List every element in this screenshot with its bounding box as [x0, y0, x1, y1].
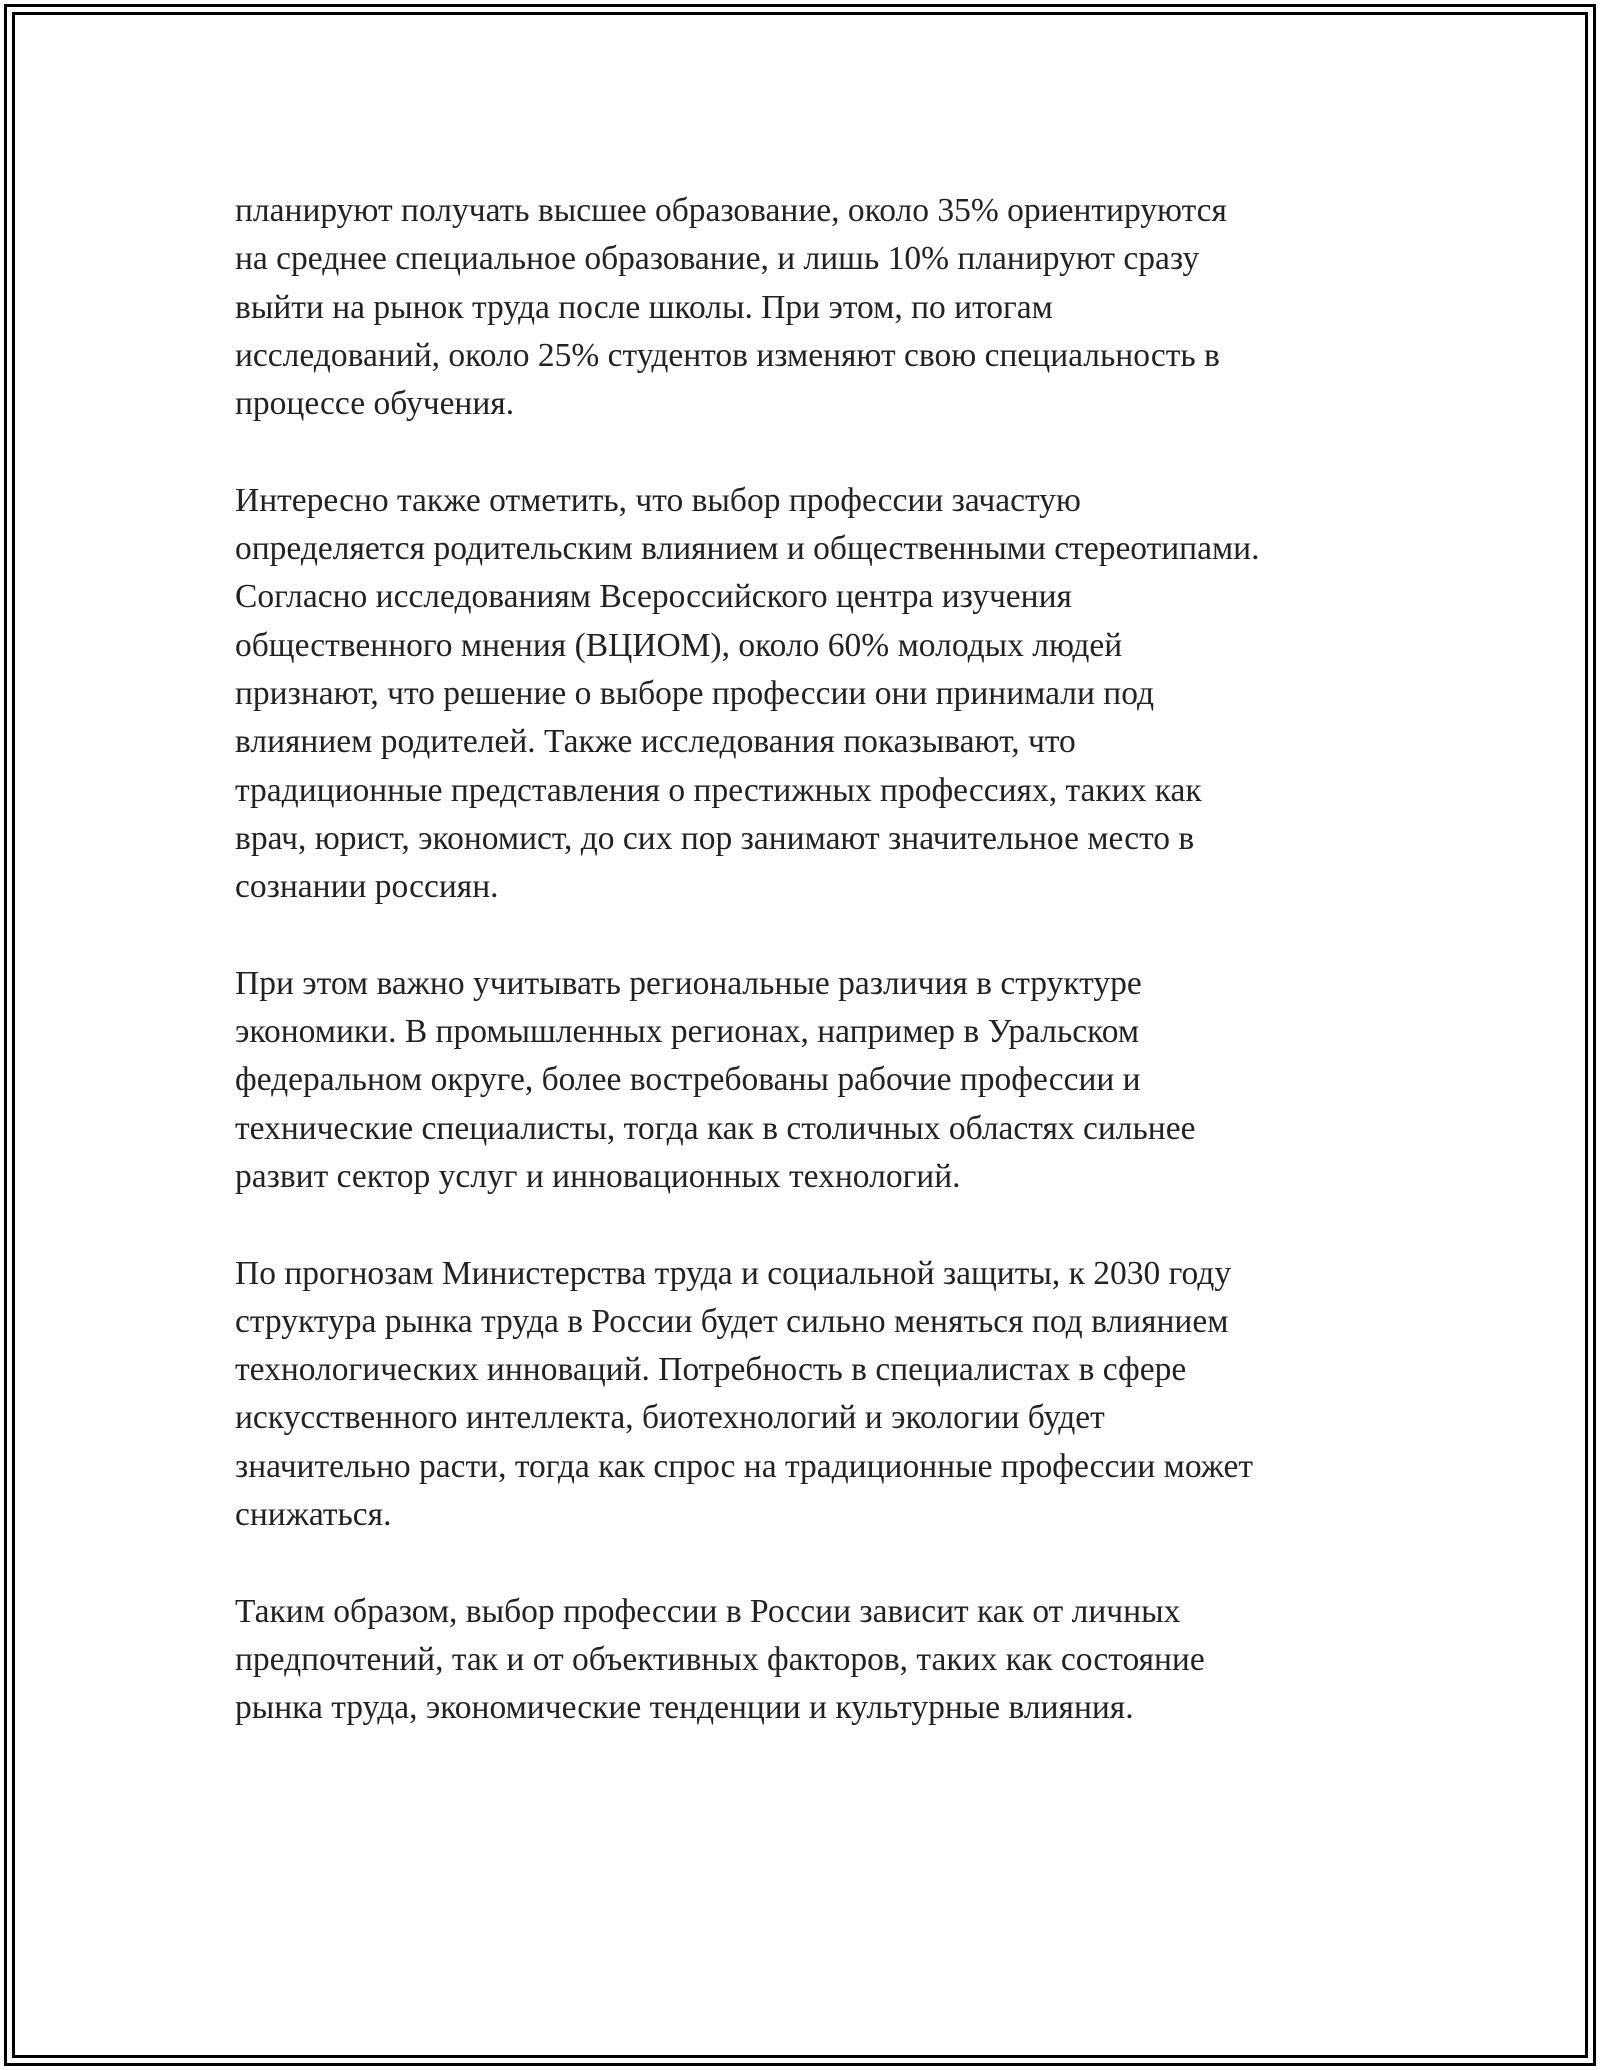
text-line: рынка труда, экономические тенденции и культурные влияния.: [235, 1689, 1134, 1727]
paragraph: [235, 477, 1375, 912]
text-line: предпочтений, так и от объективных факторов, таких как состояние: [235, 1640, 1205, 1678]
text-line: экономики. В промышленных регионах, например в Уральском: [235, 1013, 1140, 1051]
text-line: сознании россиян.: [235, 868, 499, 906]
text-line: федеральном округе, более востребованы рабочие профессии и: [235, 1061, 1141, 1099]
text-line: Таким образом, выбор профессии в России зависит как от личных: [235, 1592, 1181, 1630]
text-line: определяется родительским влиянием и общественными стереотипами.: [235, 530, 1260, 568]
text-line: врач, юрист, экономист, до сих пор занимают значительное место в: [235, 819, 1195, 857]
text-line: признают, что решение о выборе профессии они принимали под: [235, 674, 1155, 712]
text-line: планируют получать высшее образование, около 35% ориентируются: [235, 192, 1227, 229]
document-body: [235, 187, 1375, 1781]
text-line: При этом важно учитывать региональные различия в структуре: [235, 964, 1142, 1002]
text-line: на среднее специальное образование, и лишь 10% планируют сразу: [235, 240, 1200, 278]
text-line: выйти на рынок труда после школы. При этом, по итогам: [235, 288, 1053, 326]
paragraph: [235, 1250, 1375, 1540]
text-line: исследований, около 25% студентов изменяют свою специальность в: [235, 336, 1220, 374]
text-line: искусственного интеллекта, биотехнологий и экологии будет: [235, 1399, 1105, 1437]
text-line: технологических инноваций. Потребность в специалистах в сфере: [235, 1351, 1187, 1389]
text-line: структура рынка труда в России будет сильно меняться под влиянием: [235, 1302, 1229, 1340]
text-line: технические специалисты, тогда как в столичных областях сильнее: [235, 1109, 1196, 1147]
text-line: Интересно также отметить, что выбор профессии зачастую: [235, 481, 1081, 519]
text-line: снижаться.: [235, 1496, 392, 1534]
text-line: развит сектор услуг и инновационных технологий.: [235, 1157, 961, 1195]
text-line: традиционные представления о престижных профессиях, таких как: [235, 771, 1202, 809]
paragraph: [235, 1588, 1375, 1733]
text-line: процессе обучения.: [235, 385, 515, 423]
text-line: Согласно исследованиям Всероссийского центра изучения: [235, 578, 1072, 616]
text-line: значительно расти, тогда как спрос на традиционные профессии может: [235, 1447, 1253, 1485]
paragraph: [235, 960, 1375, 1201]
paragraph: [235, 187, 1375, 428]
text-line: По прогнозам Министерства труда и социальной защиты, к 2030 году: [235, 1254, 1232, 1292]
text-line: общественного мнения (ВЦИОМ), около 60% молодых людей: [235, 626, 1123, 664]
text-line: влиянием родителей. Также исследования показывают, что: [235, 723, 1076, 761]
